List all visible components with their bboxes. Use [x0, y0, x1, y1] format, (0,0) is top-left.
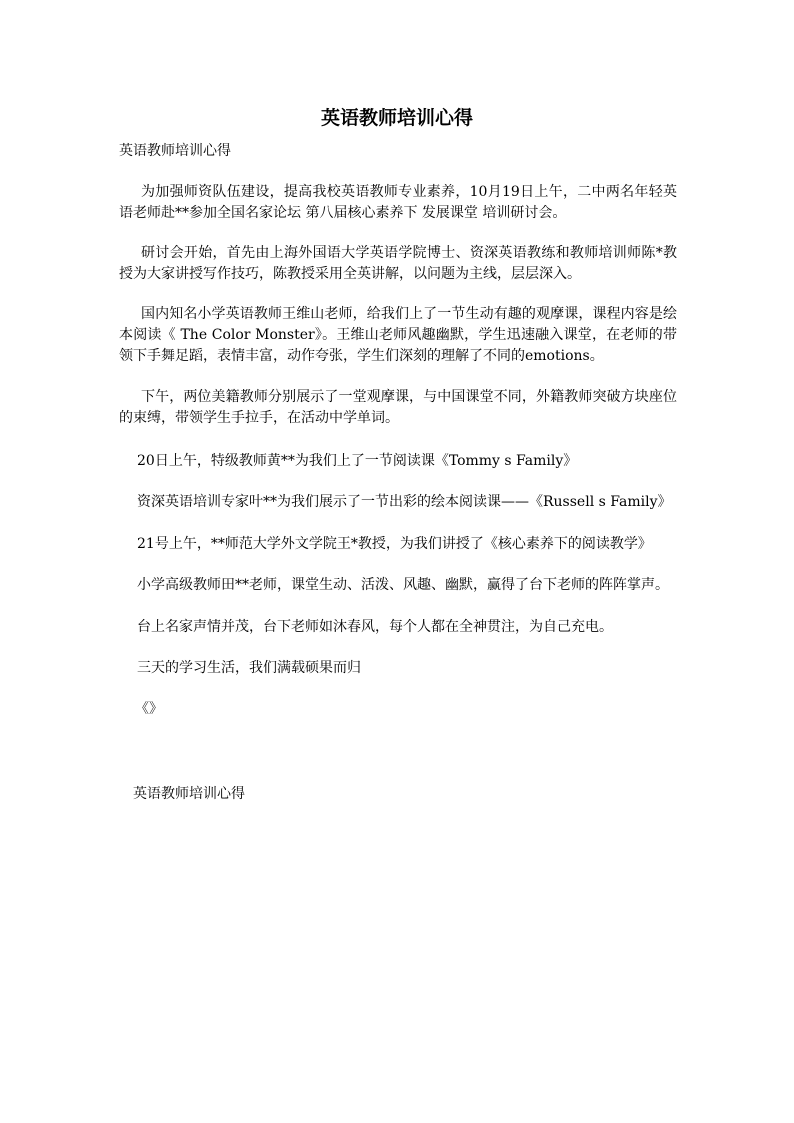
paragraph-intro: 为加强师资队伍建设，提高我校英语教师专业素养，10月19日上午，二中两名年轻英语老师赴**参加全国名家论坛 第八届核心素养下 发展课堂 培训研讨会。 — [119, 184, 677, 221]
paragraph-afternoon: 下午，两位美籍教师分别展示了一堂观摩课，与中国课堂不同，外籍教师突破方块座位的束缚，带领学生手拉手，在活动中学单词。 — [119, 389, 677, 426]
footer-title: 英语教师培训心得 — [133, 786, 245, 802]
line-teacher-tian: 小学高级教师田**老师，课堂生动、活泼、风趣、幽默，赢得了台下老师的阵阵掌声。 — [137, 577, 669, 593]
paragraph-demo-class: 国内知名小学英语教师王维山老师，给我们上了一节生动有趣的观摩课，课程内容是绘本阅读《 The Color Monster》。王维山老师风趣幽默，学生迅速融入课堂，在老师的带领下手舞足蹈，表情丰富，动作夸张，学生们深刻的理解了不同的emotions。 — [119, 306, 677, 364]
document-title: 英语教师培训心得 — [320, 107, 473, 129]
line-day-20: 20日上午，特级教师黄**为我们上了一节阅读课《Tommy s Family》 — [137, 453, 578, 469]
paragraph-seminar-opening: 研讨会开始，首先由上海外国语大学英语学院博士、资深英语教练和教师培训师陈*教授为大家讲授写作技巧，陈教授采用全英讲解，以问题为主线，层层深入。 — [119, 245, 677, 282]
line-stage: 台上名家声情并茂，台下老师如沐春风，每个人都在全神贯注，为自己充电。 — [137, 619, 613, 635]
document-subtitle: 英语教师培训心得 — [119, 143, 231, 159]
line-expert-ye: 资深英语培训专家叶**为我们展示了一节出彩的绘本阅读课——《Russell s Family》 — [137, 494, 672, 510]
line-empty-brackets: 《》 — [135, 701, 163, 717]
line-day-21: 21号上午，**师范大学外文学院王*教授，为我们讲授了《核心素养下的阅读教学》 — [137, 536, 652, 552]
line-conclusion: 三天的学习生活，我们满载硕果而归 — [137, 660, 361, 676]
